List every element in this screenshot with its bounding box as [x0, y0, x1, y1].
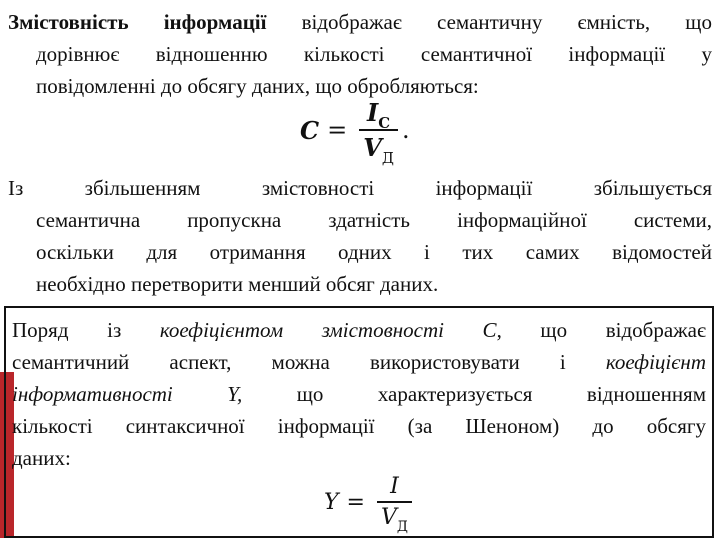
para1-line-2: дорівнює відношенню кількості семантичної інформації у: [36, 42, 712, 66]
formula2-denominator: V: [380, 505, 397, 530]
box-line-4: кількості синтаксичної інформації (за Шеноном) до обсягу: [12, 414, 706, 438]
box-paragraph: [12, 314, 706, 474]
para2-line-4: необхідно перетворити менший обсяг даних.: [36, 272, 439, 296]
informativeness-box: [4, 306, 714, 538]
formula1-equals: =: [327, 116, 348, 144]
formula2-numerator: I: [390, 474, 399, 499]
formula2-denominator-sub: Д: [396, 519, 408, 535]
formula-content-meaning: [300, 98, 410, 167]
para2-line-3: оскільки для отримання одних і тих самих відомостей: [36, 240, 712, 264]
formula1-fraction: [359, 98, 398, 167]
formula2-fraction: [377, 474, 412, 535]
formula2-lhs: Y: [324, 489, 339, 515]
para1-line-1: Змістовність інформації відображає семантичну ємність, що: [8, 10, 712, 34]
para2-line-1: Із збільшенням змістовності інформації збільшується: [8, 176, 712, 200]
box-line-3: інформативності Y, що характеризується відношенням: [12, 382, 707, 406]
paragraph-content-meaning: [8, 6, 712, 102]
formula1-denominator-sub: Д: [381, 149, 394, 167]
formula2-equals: =: [346, 489, 365, 515]
formula1-numerator-sub: C: [378, 114, 391, 132]
para1-line-3: повідомленні до обсягу даних, що обробляються:: [36, 74, 479, 98]
term-informativeness: інформативності Y,: [12, 382, 243, 406]
box-line-2: семантичний аспект, можна використовувати і коефіцієнт: [12, 350, 706, 374]
formula1-denominator: V: [363, 133, 382, 162]
formula1-lhs: C: [300, 115, 320, 145]
para2-line-2: семантична пропускна здатність інформаційної системи,: [36, 208, 712, 232]
formula1-period: .: [401, 116, 410, 144]
term-coefficient: коефіцієнт: [605, 350, 706, 374]
formula1-numerator: I: [367, 98, 379, 127]
formula-informativeness: [324, 474, 416, 535]
box-line-1: Поряд із коефіцієнтом змістовності C, що відображає: [12, 318, 706, 342]
term-content-meaning: Змістовність інформації: [8, 10, 267, 34]
term-content-coefficient: коефіцієнтом змістовності C: [159, 318, 497, 342]
box-line-5: даних:: [12, 446, 71, 470]
paragraph-semantic-throughput: [8, 172, 712, 300]
